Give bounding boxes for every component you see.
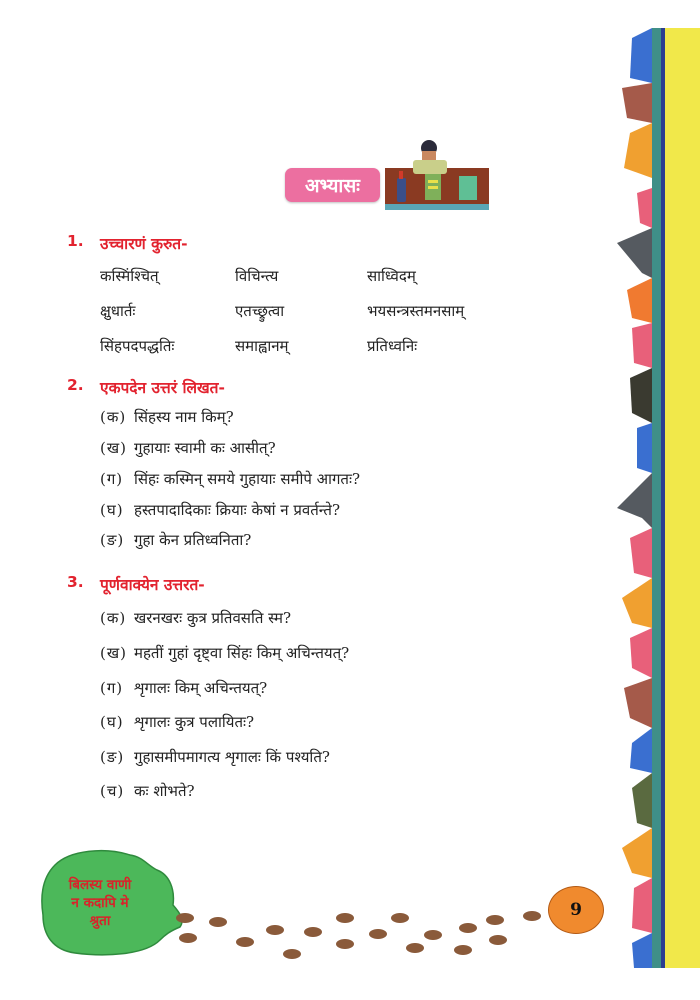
question-text: गुहासमीपमागत्य शृगालः किं पश्यति?: [134, 748, 330, 766]
question-text: गुहायाः स्वामी कः आसीत्?: [134, 439, 276, 457]
question-label: (ग): [100, 679, 124, 697]
question-text: कः शोभते?: [134, 782, 195, 800]
decorative-animal-border: [612, 28, 700, 968]
question-label: (घ): [100, 713, 124, 731]
section-title: एकपदेन उत्तरं लिखत-: [100, 379, 225, 397]
proverb-line: श्रुता: [89, 913, 111, 929]
question-text: सिंहः कस्मिन् समये गुहायाः समीपे आगतः?: [134, 470, 361, 488]
question-item: [100, 678, 267, 698]
word: साध्विदम्: [367, 267, 416, 285]
question-item: [100, 643, 349, 663]
question-text: महतीं गुहां दृष्ट्वा सिंहः किम् अचिन्तयत्?: [134, 644, 350, 662]
question-text: सिंहस्य नाम किम्?: [134, 408, 234, 426]
question-text: शृगालः कुत्र पलायितः?: [134, 713, 255, 731]
section-title: उच्चारणं कुरुत-: [100, 235, 188, 253]
question-text: हस्तपादादिकाः क्रियाः केषां न प्रवर्तन्ते?: [134, 501, 341, 519]
question-label: (ख): [100, 439, 127, 457]
question-text: गुहा केन प्रतिध्वनिता?: [134, 531, 252, 549]
word: सिंहपदपद्धतिः: [100, 337, 175, 355]
question-label: (क): [100, 609, 127, 627]
question-item: [100, 712, 254, 732]
boy-at-counter-illustration: [385, 138, 489, 212]
question-item: [100, 438, 276, 458]
question-text: शृगालः किम् अचिन्तयत्?: [134, 679, 268, 697]
section-number: 3.: [67, 573, 84, 591]
question-item: [100, 469, 360, 489]
word: भयसन्त्रस्तमनसाम्: [367, 302, 465, 320]
question-label: (ख): [100, 644, 127, 662]
question-label: (ङ): [100, 748, 125, 766]
word: कस्मिंश्चित्: [100, 267, 159, 285]
word: समाह्वानम्: [235, 337, 289, 355]
proverb-line: न कदापि मे: [71, 895, 129, 911]
question-label: (ङ): [100, 531, 125, 549]
proverb-line: बिलस्य वाणी: [68, 877, 132, 893]
section-title: पूर्णवाक्येन उत्तरत-: [100, 576, 205, 594]
question-text: खरनखरः कुत्र प्रतिवसति स्म?: [134, 609, 292, 627]
question-label: (ग): [100, 470, 124, 488]
question-item: [100, 781, 195, 801]
question-label: (क): [100, 408, 127, 426]
question-item: [100, 407, 234, 427]
word: विचिन्त्य: [235, 267, 279, 285]
section-number: 1.: [67, 232, 84, 250]
question-label: (च): [100, 782, 125, 800]
word: एतच्छ्रुत्वा: [235, 302, 285, 320]
paw-tracks-illustration: [170, 890, 550, 960]
question-label: (घ): [100, 501, 124, 519]
question-item: [100, 747, 330, 767]
question-item: [100, 500, 340, 520]
question-item: [100, 530, 251, 550]
word: क्षुधार्तः: [100, 302, 136, 320]
exercise-title: अभ्यासः: [285, 168, 380, 202]
section-number: 2.: [67, 376, 84, 394]
word: प्रतिध्वनिः: [367, 337, 418, 355]
question-item: [100, 608, 291, 628]
page-number-badge: 9: [548, 886, 604, 934]
proverb-text: [45, 876, 155, 930]
